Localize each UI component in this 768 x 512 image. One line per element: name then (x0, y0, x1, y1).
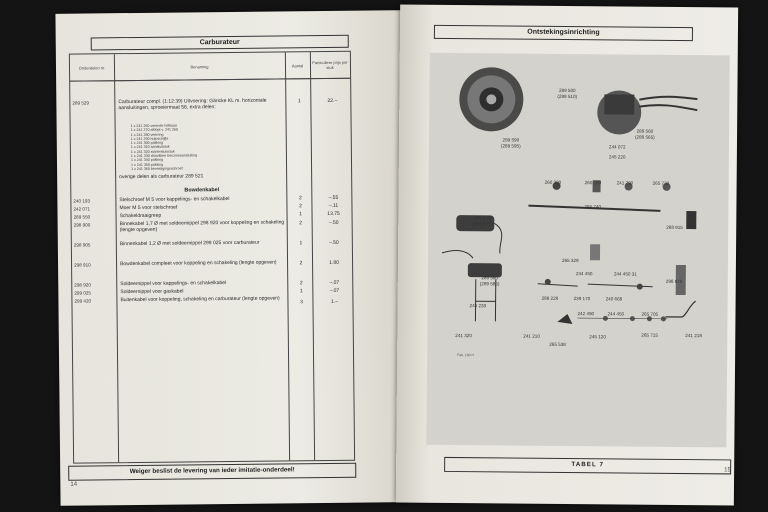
part-number-label: 244 072 (608, 144, 626, 150)
sub-part: 1 x 241 350 pakking (130, 162, 164, 167)
condenser-illustration (590, 244, 600, 260)
part-number-label: 241 210 (523, 333, 540, 339)
part-number-label: 260 200 (544, 179, 562, 185)
table-row-number: 298 900 (73, 222, 91, 228)
table-number: TABEL 7 (571, 461, 605, 469)
table-row-price: 22.– (327, 97, 338, 104)
table-row-name: Binnenkabel 1,2 Ø met soldeernippel 299 025 voor carburateur (119, 239, 260, 248)
sub-part: 1 x 241 340 pakking (130, 158, 164, 163)
table-row-qty: 2 (299, 280, 303, 287)
sub-part: 1 x 241 320 startersluisstuk (130, 149, 175, 154)
table-row-price: 1.– (330, 298, 338, 305)
left-page (55, 10, 405, 506)
sub-parts-list (131, 122, 296, 171)
part-number-label: 288 915 (666, 224, 683, 231)
table-row-price: –.55 (328, 194, 339, 201)
table-row-name: Binnekabel 1,7 Ø met soldeernippel 298 920 voor koppeling en schakeling (lengte opgeven) (119, 219, 285, 234)
table-row-number: 298 905 (73, 242, 91, 248)
table-row-number: 299 420 (74, 298, 92, 304)
table-row-name: Buitenkabel voor koppeling, schakeling en carburateur (lengte opgeven) (120, 295, 280, 304)
page-title: Ontstekingsinrichting (527, 28, 600, 37)
table-row-name: Bowdenkabel compleet voor koppeling en schakeling (lengte opgeven) (120, 259, 277, 268)
page-title: Carburateur (199, 38, 240, 47)
sub-part: 1 x 241 270 afdopt v. 241 260 (130, 127, 178, 133)
page-title-box (91, 35, 349, 51)
table-row-qty: 3 (300, 299, 303, 306)
sub-part: 1 x 241 310 aansluitstuk (130, 145, 170, 150)
table-row-number: 298 910 (74, 262, 91, 268)
part-number-label: 265 740 (584, 204, 602, 210)
part-number-label: 244 450 (607, 311, 625, 317)
table-row-price: –.07 (329, 287, 340, 294)
part-number-label: 298 870 (665, 278, 683, 285)
part-number-label: 288 228 (541, 295, 559, 301)
table-row-name: Stelschroef M 5 voor kappelings- en schakelkabel (119, 196, 230, 204)
part-number-label: 241 320 (455, 333, 472, 339)
table-row-number: 299 025 (74, 290, 91, 296)
page-number: 14 (70, 481, 78, 488)
plug-cap-illustration (686, 211, 696, 229)
table-row-price: –.07 (329, 279, 340, 286)
table-row-name: Schakeldraaigreep (119, 212, 162, 220)
table-row-name: Soldeernippel voor kappelings- en schakelkabel (120, 280, 227, 288)
part-number-label: 245 230 (469, 303, 487, 309)
table-row-number: 242 071 (73, 206, 91, 212)
part-number-label: 241 290 (616, 180, 634, 186)
footer-text: Weiger beslist de levering van ieder imitatie-onderdeel! (129, 466, 295, 476)
part-number-label: 239 170 (573, 296, 591, 302)
col-header-qty: Aantal (285, 52, 310, 79)
table-row-name: Carburateur compl. (1:12:39) Uitvoering: Gäricke KL m. horizontale aansluitingen, sproeiermaat 56, extra delen: (118, 97, 267, 112)
section-heading: Bowdenkabel (184, 187, 220, 194)
part-number-label: 265 705 (641, 311, 659, 317)
part-number-label: 260 180 (584, 180, 602, 186)
table-row-qty: 2 (299, 260, 303, 267)
plate-reference: Fab. 190 H (457, 353, 474, 358)
table-row-qty: 1 (299, 211, 302, 218)
table-row-qty: 1 (299, 240, 303, 247)
part-number-label: 244 450 31 (613, 271, 637, 277)
part-number-label: 289 570 (289 575) (472, 215, 492, 226)
part-number-label: 245 120 (589, 334, 606, 340)
table-row-qty: 1 (297, 98, 301, 105)
part-number-label: 265 715 (641, 332, 658, 338)
part-number-label: 245 220 (608, 154, 626, 160)
table-row-qty: 2 (299, 203, 302, 210)
part-number-label: 289 580 (289 585) (479, 275, 500, 286)
page-title-box (434, 25, 693, 41)
table-row-name: Moer M 5 voor stelschroef (119, 204, 178, 212)
part-number-label: 265 730 (652, 180, 670, 186)
table-row-number: 289 529 (72, 100, 90, 106)
col-header-number: Onderdelen nr. (70, 54, 114, 81)
table-row-qty: 1 (299, 288, 303, 295)
other-parts-note: overige delen als carburateur 289 521 (119, 173, 204, 181)
page-footer (68, 463, 356, 481)
table-row-number: 298 920 (74, 282, 91, 288)
sub-part: 1 x 241 280 veerring (130, 132, 164, 137)
part-number-label: 240 668 (605, 296, 623, 302)
page-footer (444, 457, 731, 475)
table-row-price: 1.80 (329, 259, 339, 266)
table-row-price: 13.75 (327, 210, 340, 217)
part-number-label: 265 538 (549, 341, 566, 347)
part-number-label: 242 490 (577, 311, 595, 317)
part-number-label: 265 329 (561, 257, 579, 264)
table-row-price: –.11 (328, 202, 339, 209)
table-row-price: –.50 (328, 219, 339, 226)
col-header-price: Particuliere prijs per stuk (310, 52, 350, 79)
sub-part: 1 x 241 330 draaiklem benzineaansluiting (130, 153, 198, 159)
parts-table (69, 51, 355, 464)
right-page (396, 5, 738, 506)
part-number-label: 289 590 (289 595) (500, 137, 521, 149)
flywheel-illustration (459, 67, 524, 132)
diagram-drawing (426, 53, 729, 448)
sub-part: 1 x 241 260 verende helbaan (130, 123, 178, 129)
table-row-price: –.50 (328, 239, 339, 246)
part-number-label: 241 218 (685, 333, 702, 339)
page-number: 15 (724, 467, 731, 474)
part-number-label: 289 560 (289 565) (635, 128, 655, 140)
col-header-name: Benaming (114, 52, 285, 81)
table-row-number: 240 193 (73, 198, 91, 204)
sub-part: 1 x 241 300 pakking (130, 140, 163, 146)
part-number-label: 244 450 (575, 271, 593, 277)
table-row-qty: 2 (298, 195, 302, 202)
exploded-parts-diagram (426, 53, 729, 448)
sub-part: 1 x 241 360 bevestigingsschroef (131, 166, 183, 172)
table-row-name: Soldeernippel voor gaskabel (120, 288, 184, 296)
table-row-qty: 2 (299, 220, 303, 227)
table-row-number: 289 550 (73, 214, 91, 220)
part-number-label: 289 500 (289 510) (557, 87, 578, 99)
sub-part: 1 x 241 290 hulpschijfje (130, 136, 169, 141)
